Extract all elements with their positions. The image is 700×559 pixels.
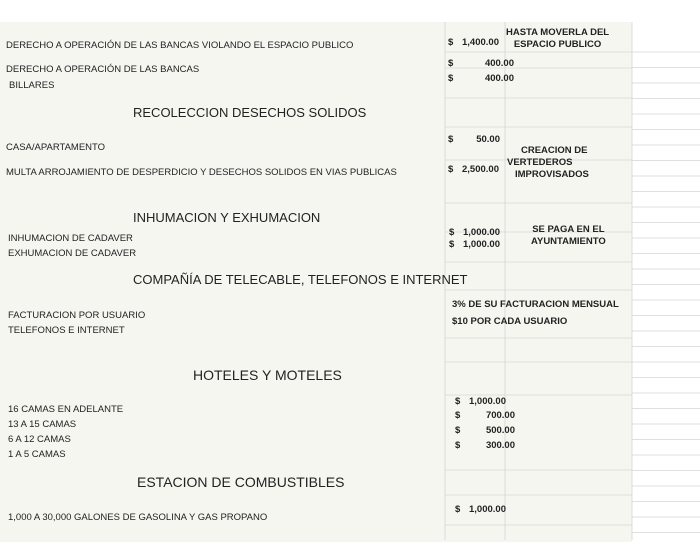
fee-telefonos: $10 POR CADA USUARIO (452, 316, 568, 327)
row-label-6-12-camas: 6 A 12 CAMAS (8, 434, 71, 445)
section-title-inhumacion: INHUMACION Y EXHUMACION (133, 210, 321, 225)
row-label-bancas: DERECHO A OPERACIÓN DE LAS BANCAS (6, 64, 200, 75)
row-label-billares: BILLARES (9, 80, 55, 91)
price-exhumacion: $ 1,000.00 (449, 239, 500, 250)
row-label-casa: CASA/APARTAMENTO (6, 142, 106, 153)
row-label-inhumacion: INHUMACION DE CADAVER (8, 233, 133, 244)
section-title-combustibles: ESTACION DE COMBUSTIBLES (137, 474, 345, 490)
price-16-camas: $ 1,000.00 (455, 396, 506, 407)
row-label-facturacion: FACTURACION POR USUARIO (8, 310, 146, 321)
price-casa: $ 50.00 (448, 134, 500, 145)
price-billares: $ 400.00 (448, 73, 514, 84)
row-label-multa: MULTA ARROJAMIENTO DE DESPERDICIO Y DESECHOS SOLIDOS EN VIAS PUBLICAS (6, 167, 397, 178)
price-13-15-camas: $ 700.00 (455, 410, 515, 421)
row-label-exhumacion: EXHUMACION DE CADAVER (8, 248, 137, 259)
row-label-13-15-camas: 13 A 15 CAMAS (8, 419, 77, 430)
price-bancas: $ 400.00 (448, 58, 514, 69)
section-title-hoteles: HOTELES Y MOTELES (193, 367, 342, 383)
note-hasta-moverla: HASTA MOVERLA DEL ESPACIO PUBLICO (506, 27, 610, 50)
row-label-galones: 1,000 A 30,000 GALONES DE GASOLINA Y GAS PROPANO (8, 512, 268, 523)
price-galones: $ 1,000.00 (455, 504, 506, 515)
price-6-12-camas: $ 500.00 (455, 425, 515, 436)
row-label-1-5-camas: 1 A 5 CAMAS (8, 449, 66, 460)
price-inhumacion: $ 1,000.00 (449, 227, 500, 238)
fee-facturacion: 3% DE SU FACTURACION MENSUAL (452, 299, 619, 310)
note-ayuntamiento: SE PAGA EN EL AYUNTAMIENTO (531, 224, 606, 247)
price-bancas-espacio: $ 1,400.00 (448, 37, 499, 48)
row-label-telefonos: TELEFONOS E INTERNET (8, 325, 125, 336)
row-label-16-camas: 16 CAMAS EN ADELANTE (8, 404, 124, 415)
price-multa: $ 2,500.00 (448, 164, 499, 175)
price-1-5-camas: $ 300.00 (455, 440, 515, 451)
section-title-recoleccion: RECOLECCION DESECHOS SOLIDOS (133, 105, 367, 120)
row-label-bancas-espacio: DERECHO A OPERACIÓN DE LAS BANCAS VIOLANDO EL ESPACIO PUBLICO (6, 40, 354, 51)
note-vertederos: CREACION DE VERTEDEROS IMPROVISADOS (507, 145, 589, 180)
section-title-telecable: COMPAÑÍA DE TELECABLE, TELEFONOS E INTERNET (133, 272, 468, 287)
